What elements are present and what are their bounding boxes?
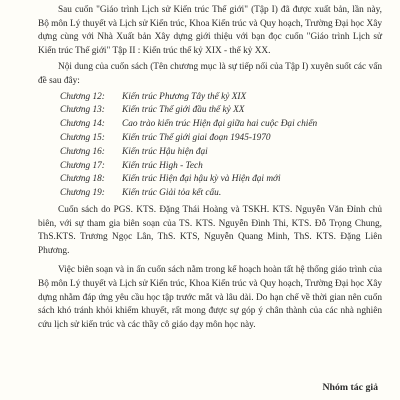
chapter-title: Kiến trúc Thế giới đầu thế kỷ XX: [122, 105, 245, 116]
editors-paragraph: Cuốn sách do PGS. KTS. Đặng Thái Hoàng và TSKH. KTS. Nguyễn Văn Đỉnh chủ biên, với sự tham gia biên soạn của TS. KTS. Nguyễn Đình Thi, KTS. Đỗ Trọng Chung, ThS.KTS. Trương Ngọc Lân, ThS. KTS, Nguyễn Quang Minh, ThS. KTS. Đặng Liên Phương.: [38, 204, 382, 256]
chapter-title: Kiến trúc Giải tỏa kết cấu.: [122, 188, 222, 199]
chapter-title: Kiến trúc High - Tech: [122, 160, 203, 171]
chapter-title: Kiến trúc Hiện đại hậu kỳ và Hiện đại mới: [122, 174, 281, 185]
chapter-title: Cao trào kiến trúc Hiện đại giữa hai cuộc Đại chiến: [122, 119, 318, 130]
chapter-number: Chương 15:: [60, 132, 105, 143]
chapter-number: Chương 19:: [60, 188, 105, 199]
intro-paragraph: Sau cuốn "Giáo trình Lịch sử Kiến trúc Thế giới" (Tập I) đã được xuất bản, lần này, Bộ môn Lý thuyết và Lịch sử Kiến trúc, Khoa Kiến trúc và Quy hoạch, Trường Đại học Xây dựng cùng với Nhà Xuất bản Xây dựng giới thiệu với bạn đọc cuốn "Giáo trình Lịch sử Kiến trúc Thế giới" Tập II : Kiến trúc thế kỷ XIX - thế kỷ XX.: [38, 5, 382, 56]
purpose-paragraph: Việc biên soạn và in ấn cuốn sách nằm trong kế hoạch hoàn tất hệ thống giáo trình của Bộ môn Lý thuyết và Lịch sử Kiến trúc, Khoa Kiến trúc và Quy hoạch, Trường Đại học Xây dựng nhằm đáp ứng yêu cầu học tập trước mắt và lâu dài. Do hạn chế về thời gian nên cuốn sách khó tránh khỏi khiếm khuyết, rất mong được sự góp ý chân thành của các nhà nghiên cứu lịch sử kiến trúc và các thầy cô giáo dạy môn học này.: [38, 265, 382, 330]
chapter-title: Kiến trúc Thế giới giai đoạn 1945-1970: [122, 132, 271, 143]
chapter-number: Chương 13:: [60, 105, 105, 116]
chapter-item: [60, 104, 382, 118]
chapter-number: Chương 14:: [60, 119, 105, 130]
chapter-number: Chương 17:: [60, 160, 105, 171]
chapter-item: [60, 146, 382, 160]
chapter-title: Kiến trúc Phương Tây thế kỷ XIX: [122, 91, 247, 102]
contents-intro-paragraph: Nội dung của cuốn sách (Tên chương mục là sự tiếp nối của Tập I) xuyên suốt các vấn đề sau đây:: [38, 62, 382, 86]
chapter-item: [60, 118, 382, 132]
chapter-list: [38, 91, 382, 201]
chapter-item: [60, 173, 382, 187]
chapter-number: Chương 12:: [60, 91, 105, 102]
chapter-title: Kiến trúc Hậu hiện đại: [122, 146, 208, 157]
chapter-item: [60, 91, 382, 105]
chapter-number: Chương 18:: [60, 174, 105, 185]
chapter-item: [60, 160, 382, 174]
chapter-item: [60, 132, 382, 146]
chapter-number: Chương 16:: [60, 146, 105, 157]
chapter-item: [60, 187, 382, 201]
signature: Nhóm tác giả: [322, 382, 378, 393]
